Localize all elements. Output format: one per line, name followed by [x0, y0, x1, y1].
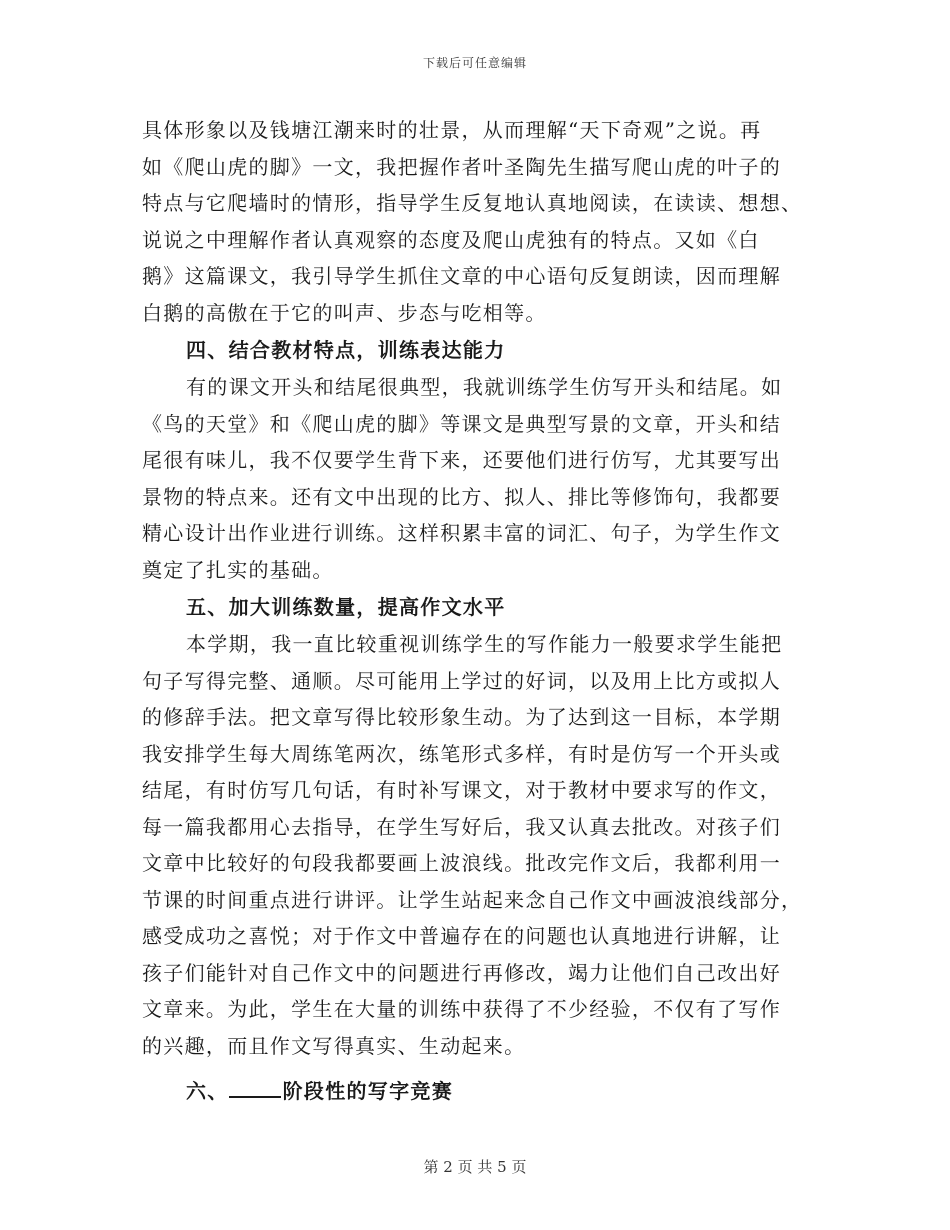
- text-line: 结尾，有时仿写几句话，有时补写课文，对于教材中要求写的作文，: [142, 778, 781, 802]
- fill-in-blank: [229, 1074, 281, 1098]
- section-five: [142, 588, 812, 1064]
- document-body: [142, 112, 812, 1110]
- text-line: 感受成功之喜悦；对于作文中普遍存在的问题也认真地进行讲解，让: [142, 924, 781, 948]
- text-line: 文章来。为此，学生在大量的训练中获得了不少经验，不仅有了写作: [142, 997, 781, 1021]
- text-line: 精心设计出作业进行训练。这样积累丰富的词汇、句子，为学生作文: [142, 521, 781, 545]
- text-line: 具体形象以及钱塘江潮来时的壮景，从而理解“天下奇观”之说。再: [142, 118, 762, 142]
- text-line: 鹅》这篇课文，我引导学生抓住文章的中心语句反复朗读，因而理解: [142, 264, 781, 288]
- text-line: 《鸟的天堂》和《爬山虎的脚》等课文是典型写景的文章，开头和结: [142, 411, 781, 436]
- text-line: 特点与它爬墙时的情形，指导学生反复地认真地阅读，在读读、想想、: [142, 191, 803, 215]
- text-line: 本学期，我一直比较重视训练学生的写作能力一般要求学生能把: [186, 632, 783, 656]
- page-number: 第 2 页 共 5 页: [423, 1158, 527, 1176]
- text-line: 句子写得完整、通顺。尽可能用上学过的好词，以及用上比方或拟人: [142, 668, 781, 693]
- text-line: 的兴趣，而且作文写得真实、生动起来。: [142, 1033, 526, 1058]
- text-line: 文章中比较好的句段我都要画上波浪线。批改完作文后，我都利用一: [142, 851, 781, 875]
- page-header: 下载后可任意编辑: [422, 56, 527, 70]
- text-line: 我安排学生每大周练笔两次，练笔形式多样，有时是仿写一个开头或: [142, 741, 781, 766]
- section-four: [142, 331, 812, 588]
- text-line: 景物的特点来。还有文中出现的比方、拟人、排比等修饰句，我都要: [142, 484, 781, 509]
- text-line: 每一篇我都用心去指导，在学生写好后，我又认真去批改。对孩子们: [142, 814, 781, 839]
- text-line: 奠定了扎实的基础。: [142, 557, 334, 582]
- text-line: 如《爬山虎的脚》一文，我把握作者叶圣陶先生描写爬山虎的叶子的: [142, 154, 781, 179]
- text-line: 尾很有味儿，我不仅要学生背下来，还要他们进行仿写，尤其要写出: [142, 448, 781, 472]
- paragraph-continued: [142, 112, 812, 331]
- section-number: 六、: [186, 1079, 229, 1103]
- section-title: 阶段性的写字竞赛: [282, 1079, 454, 1103]
- section-heading: 五、加大训练数量，提高作文水平: [186, 595, 506, 619]
- section-heading: 四、结合教材特点，训练表达能力: [186, 338, 506, 362]
- text-line: 说说之中理解作者认真观察的态度及爬山虎独有的特点。又如《白: [142, 227, 760, 252]
- section-six-heading: [142, 1072, 812, 1110]
- text-line: 有的课文开头和结尾很典型，我就训练学生仿写开头和结尾。如: [186, 375, 783, 399]
- text-line: 节课的时间重点进行讲评。让学生站起来念自己作文中画波浪线部分，: [142, 887, 803, 912]
- text-line: 的修辞手法。把文章写得比较形象生动。为了达到这一目标，本学期: [142, 705, 781, 729]
- text-line: 白鹅的高傲在于它的叫声、步态与吃相等。: [142, 300, 547, 325]
- text-line: 孩子们能针对自己作文中的问题进行再修改，竭力让他们自己改出好: [142, 960, 781, 985]
